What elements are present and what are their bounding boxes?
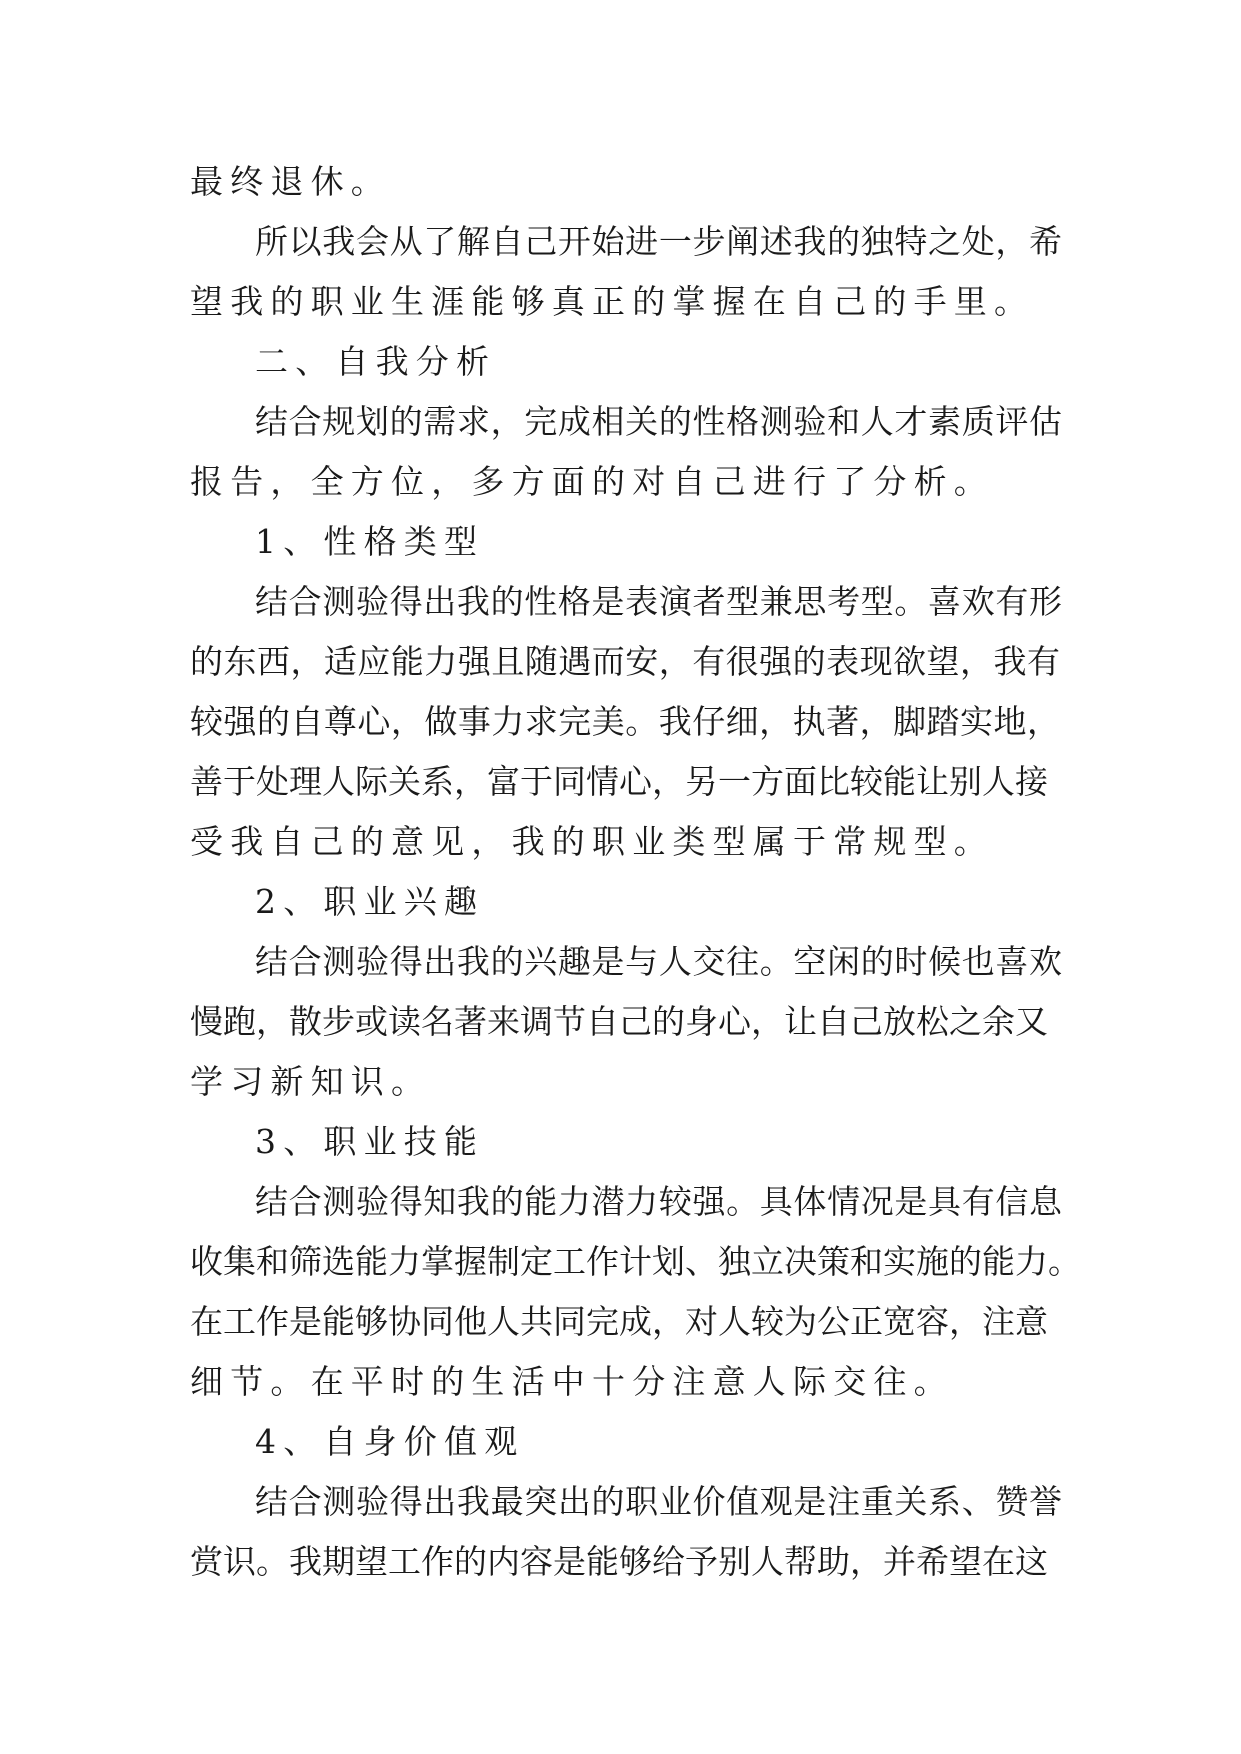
subsection-heading: 1、性格类型 xyxy=(255,522,485,561)
paragraph-line: 学习新知识。 xyxy=(190,1062,432,1101)
paragraph-line: 善于处理人际关系，富于同情心，另一方面比较能让别人接 xyxy=(190,762,1048,801)
subsection-heading: 3、职业技能 xyxy=(255,1122,485,1161)
paragraph-line: 报告，全方位，多方面的对自己进行了分析。 xyxy=(190,462,994,501)
paragraph-line: 的东西，适应能力强且随遇而安，有很强的表现欲望，我有 xyxy=(190,642,1060,681)
paragraph-line: 望我的职业生涯能够真正的掌握在自己的手里。 xyxy=(190,282,1035,321)
paragraph-line: 结合测验得出我最突出的职业价值观是注重关系、赞誉 xyxy=(255,1482,1062,1521)
paragraph-line: 所以我会从了解自己开始进一步阐述我的独特之处，希 xyxy=(255,222,1062,261)
paragraph-line: 受我自己的意见，我的职业类型属于常规型。 xyxy=(190,822,994,861)
subsection-heading: 2、职业兴趣 xyxy=(255,882,485,921)
paragraph-line: 较强的自尊心，做事力求完美。我仔细，执著，脚踏实地， xyxy=(190,702,1060,741)
paragraph-line: 结合规划的需求，完成相关的性格测验和人才素质评估 xyxy=(255,402,1062,441)
paragraph-line: 最终退休。 xyxy=(190,162,391,201)
paragraph-line: 结合测验得出我的性格是表演者型兼思考型。喜欢有形 xyxy=(255,582,1062,621)
paragraph-line: 收集和筛选能力掌握制定工作计划、独立决策和实施的能力。 xyxy=(190,1242,1081,1281)
paragraph-line: 结合测验得出我的兴趣是与人交往。空闲的时候也喜欢 xyxy=(255,942,1062,981)
subsection-heading: 4、自身价值观 xyxy=(255,1422,525,1461)
section-heading: 二、自我分析 xyxy=(255,342,497,381)
paragraph-line: 细节。在平时的生活中十分注意人际交往。 xyxy=(190,1362,954,1401)
paragraph-line: 在工作是能够协同他人共同完成，对人较为公正宽容，注意 xyxy=(190,1302,1048,1341)
paragraph-line: 赏识。我期望工作的内容是能够给予别人帮助，并希望在这 xyxy=(190,1542,1048,1581)
paragraph-line: 结合测验得知我的能力潜力较强。具体情况是具有信息 xyxy=(255,1182,1062,1221)
paragraph-line: 慢跑，散步或读名著来调节自己的身心，让自己放松之余又 xyxy=(190,1002,1048,1041)
